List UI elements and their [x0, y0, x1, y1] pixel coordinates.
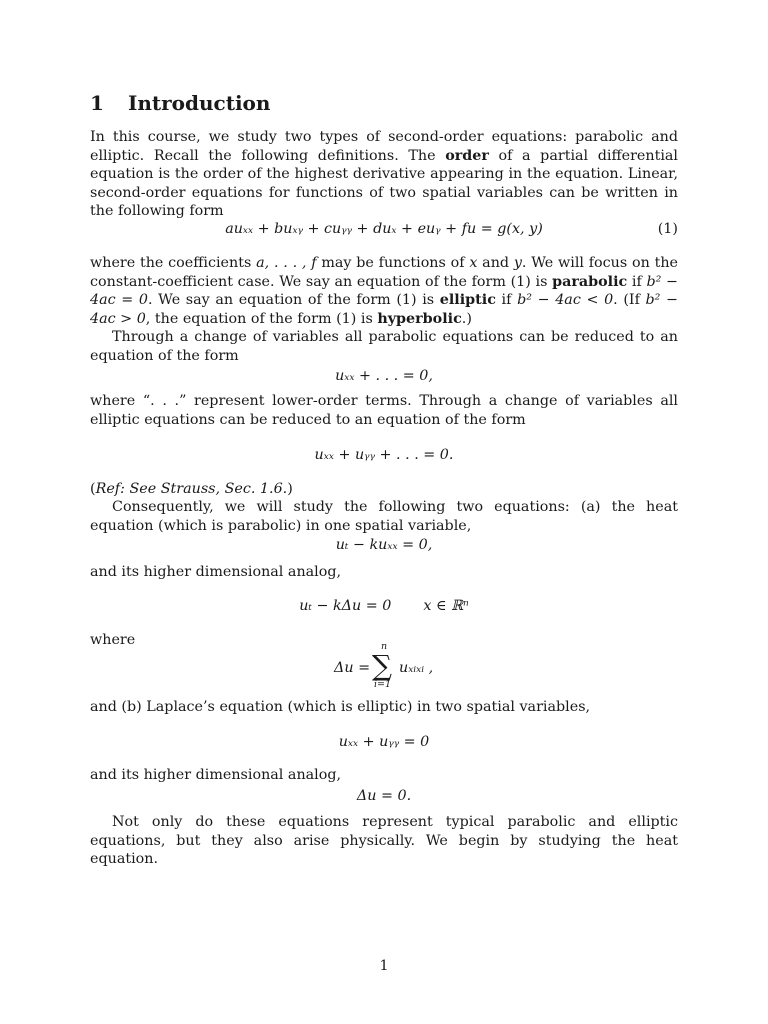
- term-hyperbolic: hyperbolic: [377, 310, 462, 327]
- term-order: order: [445, 147, 489, 164]
- math-inline: y: [513, 255, 522, 271]
- summation-symbol: ∑: [372, 649, 392, 682]
- sum-lower-limit: i=1: [374, 679, 392, 690]
- page-number: 1: [379, 958, 389, 974]
- equation-laplace-nd: Δu = 0.: [356, 788, 412, 804]
- text-run: and: [477, 255, 514, 271]
- paragraph-parabolic-reduction: Through a change of variables all parabolic equations can be reduced to an equation of the form: [90, 329, 678, 364]
- math-inline: b² − 4ac < 0: [517, 292, 614, 309]
- text-run: .): [461, 310, 472, 327]
- paragraph-elliptic-reduction: where “. . .” represent lower-order terms. Through a change of variables all elliptic equations can be reduced to an equation of the form: [90, 393, 678, 428]
- text-run: may be functions of: [316, 255, 470, 271]
- text-run: ): [287, 481, 293, 497]
- paragraph-laplace-analog: and its higher dimensional analog,: [90, 767, 342, 783]
- reference-note: [90, 480, 678, 499]
- math-inline: b² − 4ac = 0: [90, 273, 678, 309]
- equation-laplacian-definition: [334, 642, 454, 694]
- laplacian-lhs: Δu =: [334, 660, 371, 676]
- paragraph-classification: [90, 254, 678, 328]
- text-run: (: [90, 481, 96, 497]
- paragraph-heat-analog: and its higher dimensional analog,: [90, 564, 342, 580]
- equation-heat-1d: uₜ − kuₓₓ = 0,: [335, 537, 433, 553]
- text-run: where the coefficients: [90, 255, 257, 271]
- equation-1-body: auₓₓ + buₓᵧ + cuᵧᵧ + duₓ + euᵧ + fu = g(x, y): [225, 221, 543, 237]
- term-parabolic: parabolic: [552, 273, 628, 290]
- equation-heat-nd: [90, 597, 678, 616]
- text-run: . (If: [613, 292, 646, 309]
- text-run: , the equation of the form (1) is: [145, 310, 378, 327]
- term-elliptic: elliptic: [439, 292, 496, 309]
- text-run: In this course, we study two types of second-order equations: parabolic and elliptic. Recall the following definitions. The: [90, 129, 678, 164]
- text-run: . We will focus on the constant-coefficient case. We say an equation of the form (1) is: [90, 255, 678, 290]
- text-run: if: [495, 292, 518, 309]
- section-title: Introduction: [128, 91, 271, 115]
- math-inline: b² − 4ac > 0: [90, 292, 679, 327]
- paragraph-consequently: Consequently, we will study the following two equations: (a) the heat equation (which is parabolic) in one spatial variable,: [90, 499, 678, 534]
- equation-heat-nd-domain: x ∈ ℝⁿ: [423, 598, 469, 614]
- equation-number: (1): [657, 221, 678, 237]
- reference-text: Ref: See Strauss, Sec. 1.6.: [95, 481, 288, 497]
- paragraph-definitions: [90, 128, 678, 221]
- section-heading: [90, 90, 270, 116]
- paragraph-laplace: and (b) Laplace’s equation (which is elliptic) in two spatial variables,: [90, 699, 591, 715]
- section-number: 1: [90, 91, 104, 115]
- math-inline: x: [469, 255, 478, 271]
- text-run: if: [627, 273, 647, 290]
- equation-heat-nd-lhs: uₜ − kΔu = 0: [299, 598, 392, 614]
- equation-parabolic-form: uₓₓ + . . . = 0,: [335, 368, 433, 384]
- equation-laplace-2d: uₓₓ + uᵧᵧ = 0: [338, 734, 430, 750]
- paragraph-closing: Not only do these equations represent typical parabolic and elliptic equations, but they also arise physically. We begin by studying the heat equation.: [90, 814, 678, 868]
- equation-1: [90, 220, 678, 239]
- math-inline: a, . . . , f: [256, 255, 317, 271]
- laplacian-rhs: uₓᵢₓᵢ ,: [399, 660, 434, 676]
- text-run: . We say an equation of the form (1) is: [147, 292, 440, 309]
- sum-upper-limit: n: [381, 641, 388, 652]
- equation-elliptic-form: uₓₓ + uᵧᵧ + . . . = 0.: [314, 447, 454, 463]
- text-run: of a partial differential equation is the order of the highest derivative appearing in the equation. Linear, second-order equations for functions of two spatial variables can be written in the following form: [90, 147, 678, 220]
- paragraph-where: where: [90, 632, 136, 648]
